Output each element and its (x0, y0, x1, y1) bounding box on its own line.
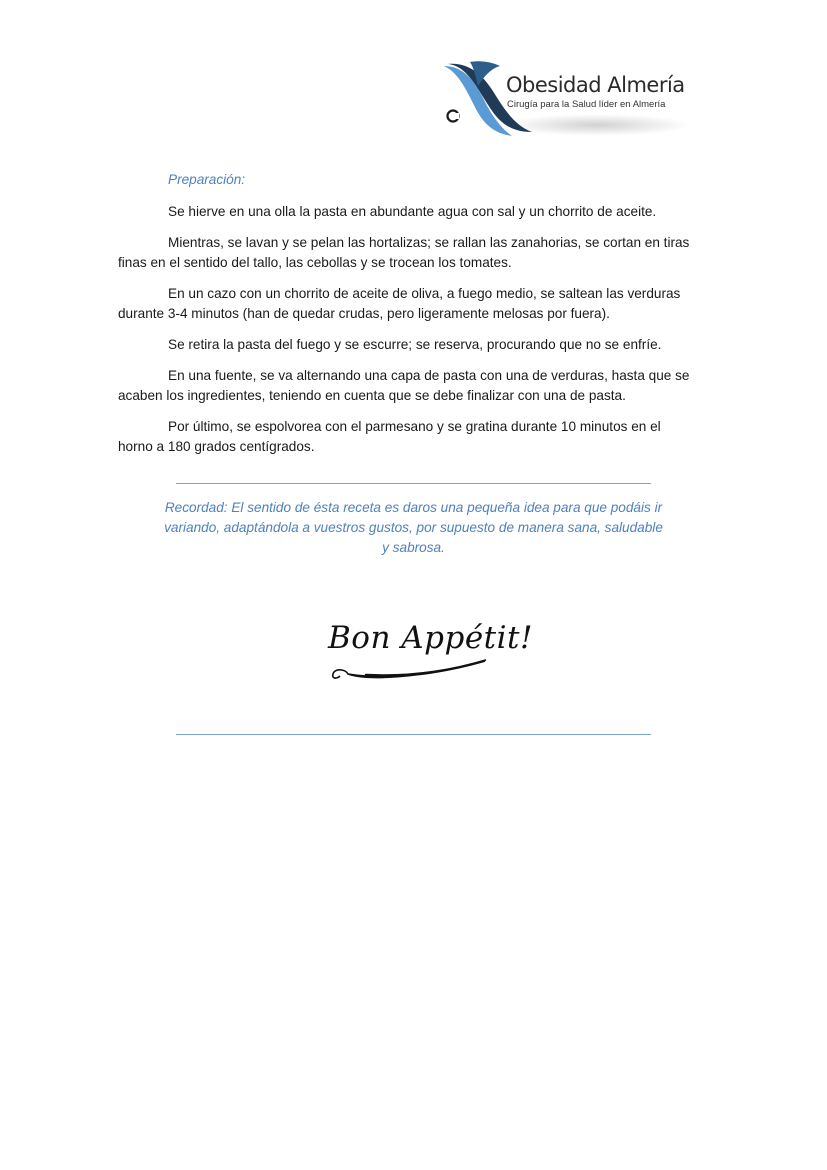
preparation-step: Por último, se espolvorea con el parmesano y se gratina durante 10 minutos en el horno a 180 grados centígrados. (118, 419, 661, 454)
preparation-step: En una fuente, se va alternando una capa de pasta con una de verduras, hasta que se acaben los ingredientes, teniendo en cuenta que se debe finalizar con una de pasta. (118, 368, 690, 403)
logo-tagline: Cirugía para la Salud líder en Almería (507, 99, 666, 110)
preparation-heading: Preparación: (168, 172, 246, 187)
preparation-step: Mientras, se lavan y se pelan las hortalizas; se rallan las zanahorias, se cortan en tiras finas en el sentido del tallo, las cebollas y se trocean los tomates. (118, 235, 690, 270)
signoff-text: Bon Appétit! (328, 620, 533, 656)
reminder-note: Recordad: El sentido de ésta receta es daros una pequeña idea para que podáis ir variando, adaptándola a vuestros gustos, por supuesto de manera sana, saludable y sabrosa. (164, 500, 663, 555)
divider-top (176, 483, 651, 484)
flourish-icon (326, 650, 506, 682)
preparation-step: Se retira la pasta del fuego y se escurre; se reserva, procurando que no se enfríe. (168, 337, 662, 352)
recipe-body (118, 170, 698, 468)
logo-name: Obesidad Almería (506, 73, 685, 97)
preparation-step: En un cazo con un chorrito de aceite de oliva, a fuego medio, se saltean las verduras durante 3-4 minutos (han de quedar crudas, pero ligeramente melosas por fuera). (118, 286, 681, 321)
bon-appetit-signoff (326, 620, 533, 682)
header-logo (440, 56, 700, 146)
divider-bottom (176, 734, 651, 735)
preparation-step: Se hierve en una olla la pasta en abundante agua con sal y un chorrito de aceite. (168, 204, 657, 219)
